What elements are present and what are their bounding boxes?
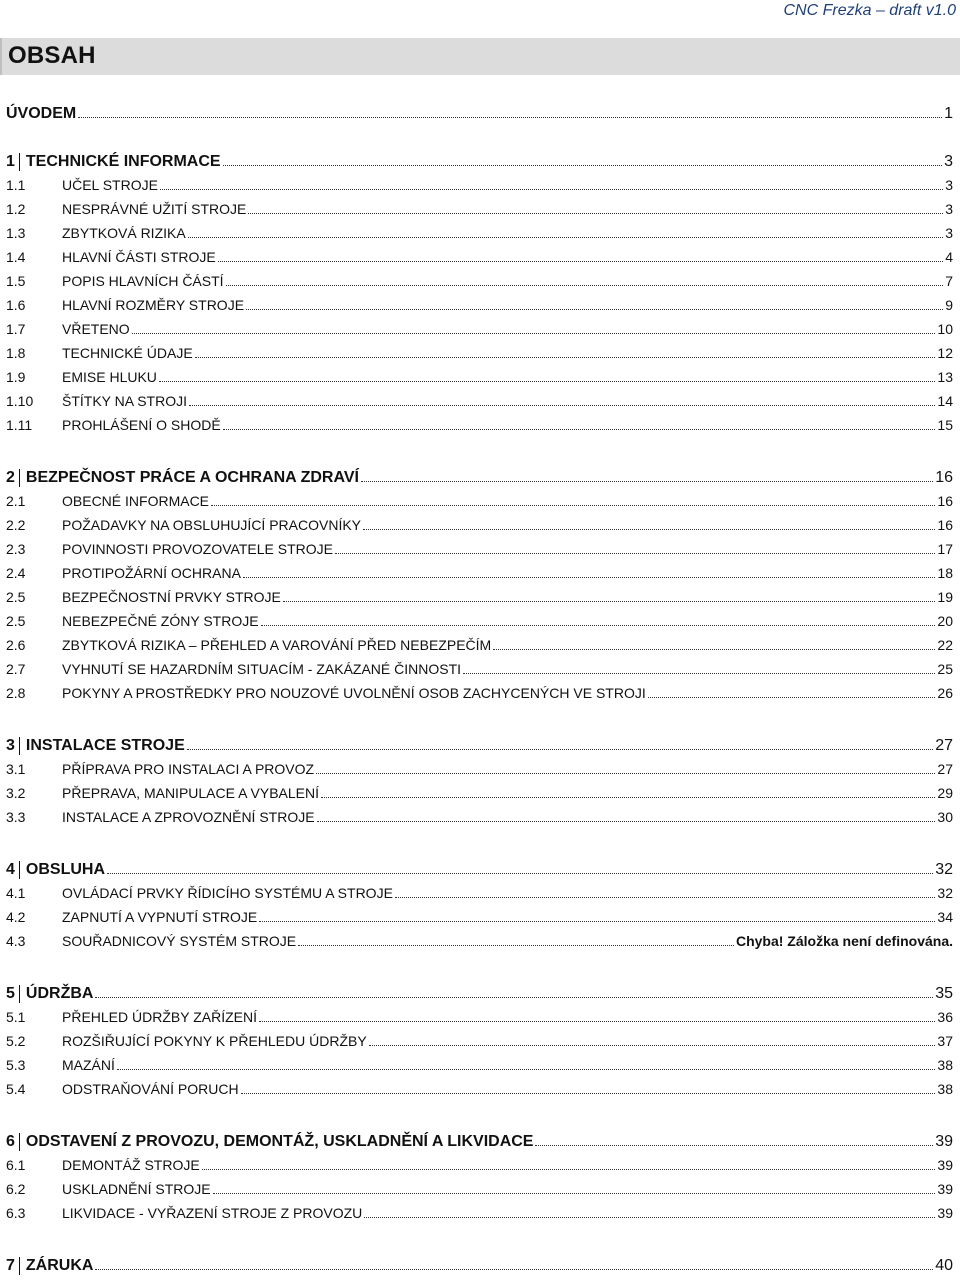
toc-subsection-row[interactable] [6,201,953,225]
toc-subsection-row[interactable] [6,589,953,613]
toc-entry-number: 2.8 [6,685,26,701]
dot-leader [317,810,936,822]
dot-leader [202,1158,936,1170]
toc-subsection-row[interactable] [6,345,953,369]
toc-entry-number: 5.3 [6,1057,26,1073]
toc-entry-page: Chyba! Záložka není definována. [735,933,953,949]
toc-subsection-row[interactable] [6,1081,953,1105]
dot-leader [243,566,936,578]
toc-entry-page: 39 [937,1205,953,1221]
toc-entry-page: 9 [945,297,953,313]
toc-entry-label: PROHLÁŠENÍ O SHODĚ [62,417,221,433]
toc-entry-label: ZBYTKOVÁ RIZIKA – PŘEHLED A VAROVÁNÍ PŘED NEBEZPEČÍM [62,637,492,653]
toc-entry-number: 1.10 [6,393,34,409]
dot-leader [361,468,933,482]
toc-entry-page: 39 [935,1132,953,1150]
toc-entry-page: 30 [937,809,953,825]
toc-entry-label: POPIS HLAVNÍCH ČÁSTÍ [62,273,224,289]
dot-leader [261,614,936,626]
toc-entry-label: USKLADNĚNÍ STROJE [62,1181,211,1197]
toc-entry-page: 17 [937,541,953,557]
dot-leader [241,1082,936,1094]
toc-entry-number: 1.2 [6,201,26,217]
toc-entry-label: POŽADAVKY NA OBSLUHUJÍCÍ PRACOVNÍKY [62,517,362,533]
toc-entry-page: 39 [937,1181,953,1197]
toc-subsection-row[interactable] [6,493,953,517]
toc-section-row[interactable] [6,152,953,176]
toc-entry-label: INSTALACE STROJE [25,736,185,754]
toc-entry-page: 35 [935,984,953,1002]
toc-entry-page: 1 [944,104,953,122]
toc-entry-number: 7 [6,1257,20,1275]
toc-entry-label: INSTALACE A ZPROVOZNĚNÍ STROJE [62,809,315,825]
toc-entry-label: HLAVNÍ ROZMĚRY STROJE [62,297,245,313]
toc-entry-label: VYHNUTÍ SE HAZARDNÍM SITUACÍM - ZAKÁZANÉ ČINNOSTI [62,661,462,677]
toc-section-row[interactable] [6,736,953,760]
dot-leader [132,322,936,334]
toc-section-row[interactable] [6,984,953,1008]
toc-entry-label: LIKVIDACE - VYŘAZENÍ STROJE Z PROVOZU [62,1205,363,1221]
toc-entry-label: POKYNY A PROSTŘEDKY PRO NOUZOVÉ UVOLNĚNÍ OSOB ZACHYCENÝCH VE STROJI [62,685,646,701]
toc-entry-label: ŠTÍTKY NA STROJI [62,393,187,409]
dot-leader [78,104,942,118]
toc-subsection-row[interactable] [6,1181,953,1205]
dot-leader [298,934,734,946]
toc-subsection-row[interactable] [6,809,953,833]
toc-entry-page: 14 [937,393,953,409]
toc-entry-page: 40 [935,1256,953,1274]
toc-subsection-row[interactable] [6,393,953,417]
toc-title: OBSAH [8,42,96,69]
toc-entry-number: 5.2 [6,1033,26,1049]
dot-leader [213,1182,936,1194]
toc-entry-label: TECHNICKÉ INFORMACE [25,152,221,170]
toc-entry-label: VŘETENO [62,321,130,337]
toc-entry-page: 20 [937,613,953,629]
dot-leader [335,542,935,554]
toc-subsection-row[interactable] [6,1033,953,1057]
toc-entry-number: 4.2 [6,909,26,925]
dot-leader [395,886,936,898]
toc-entry-page: 3 [945,177,953,193]
toc-entry-page: 3 [945,201,953,217]
toc-entry-page: 3 [944,152,953,170]
toc-subsection-row[interactable] [6,417,953,441]
toc-subsection-row[interactable] [6,785,953,809]
toc-entry-number: 5.1 [6,1009,26,1025]
dot-leader [160,178,943,190]
toc-entry-number: 4.1 [6,885,26,901]
toc-entry-label: OVLÁDACÍ PRVKY ŘÍDICÍHO SYSTÉMU A STROJE [62,885,393,901]
toc-subsection-row[interactable] [6,909,953,933]
toc-entry-page: 36 [937,1009,953,1025]
toc-entry-label: OBSLUHA [25,860,106,878]
toc-entry-label: TECHNICKÉ ÚDAJE [62,345,193,361]
toc-subsection-row[interactable] [6,541,953,565]
toc-entry-label: NEBEZPEČNÉ ZÓNY STROJE [62,613,259,629]
toc-entry-number: 2.5 [6,613,26,629]
toc-subsection-row[interactable] [6,565,953,589]
toc-section-row[interactable] [6,860,953,884]
toc-entry-label: ODSTAVENÍ Z PROVOZU, DEMONTÁŽ, USKLADNĚNÍ A LIKVIDACE [25,1132,534,1150]
toc-subsection-row[interactable] [6,321,953,345]
toc-subsection-row[interactable] [6,933,953,957]
toc-entry-page: 4 [945,249,953,265]
toc-entry-number: 4.3 [6,933,26,949]
toc-entry-number: 1.4 [6,249,26,265]
toc-entry-page: 19 [937,589,953,605]
toc-entry-page: 10 [937,321,953,337]
toc-entry-label: POVINNOSTI PROVOZOVATELE STROJE [62,541,333,557]
toc-entry-number: 2.1 [6,493,26,509]
dot-leader [187,736,933,750]
toc-entry-number: 1.7 [6,321,26,337]
dot-leader [283,590,936,602]
toc-subsection-row[interactable] [6,637,953,661]
dot-leader [321,786,935,798]
toc-entry-label: MAZÁNÍ [62,1057,115,1073]
toc-entry-page: 37 [937,1033,953,1049]
toc-entry-page: 39 [937,1157,953,1173]
toc-subsection-row[interactable] [6,885,953,909]
toc-entry-number: 2.3 [6,541,26,557]
dot-leader [226,274,944,286]
toc-subsection-row[interactable] [6,297,953,321]
toc-entry-label: DEMONTÁŽ STROJE [62,1157,200,1173]
dot-leader [223,152,943,166]
dot-leader [316,762,935,774]
toc-entry-intro[interactable] [6,104,953,128]
toc-entry-label: ÚDRŽBA [25,984,94,1002]
dot-leader [107,860,933,874]
toc-entry-label: NESPRÁVNÉ UŽITÍ STROJE [62,201,247,217]
toc-entry-number: 3.1 [6,761,26,777]
toc-entry-number: 1.3 [6,225,26,241]
toc-entry-number: 6.1 [6,1157,26,1173]
toc-entry-number: 3.2 [6,785,26,801]
dot-leader [195,346,936,358]
toc-entry-page: 16 [935,468,953,486]
toc-entry-page: 3 [945,225,953,241]
toc-entry-label: ODSTRAŇOVÁNÍ PORUCH [62,1081,239,1097]
toc-entry-number: 2.5 [6,589,26,605]
toc-entry-number: 1.5 [6,273,26,289]
toc-entry-number: 1.6 [6,297,26,313]
dot-leader [648,686,936,698]
toc-entry-number: 2.4 [6,565,26,581]
toc-subsection-row[interactable] [6,225,953,249]
dot-leader [211,494,935,506]
toc-entry-page: 18 [937,565,953,581]
toc-entry-label: ZBYTKOVÁ RIZIKA [62,225,186,241]
toc-entry-page: 26 [937,685,953,701]
dot-leader [364,1206,935,1218]
toc-entry-number: 6.2 [6,1181,26,1197]
toc-entry-number: 1.8 [6,345,26,361]
toc-entry-number: 4 [6,861,20,879]
toc-subsection-row[interactable] [6,761,953,785]
dot-leader [223,418,936,430]
document-header: CNC Frezka – draft v1.0 [783,2,956,19]
dot-leader [117,1058,936,1070]
toc-entry-number: 3 [6,737,20,755]
toc-entry-page: 16 [937,493,953,509]
toc-entry-number: 1 [6,153,20,171]
toc-entry-page: 12 [937,345,953,361]
dot-leader [95,984,933,998]
toc-entry-number: 2.2 [6,517,26,533]
toc-entry-label: PROTIPOŽÁRNÍ OCHRANA [62,565,241,581]
toc-entry-number: 6 [6,1133,20,1151]
toc-title-band [0,38,960,75]
toc-subsection-row[interactable] [6,273,953,297]
dot-leader [95,1256,933,1270]
toc-entry-page: 34 [937,909,953,925]
toc-entry-page: 7 [945,273,953,289]
toc-entry-number: 2 [6,469,20,487]
toc-entry-page: 32 [937,885,953,901]
dot-leader [535,1132,933,1146]
dot-leader [248,202,943,214]
toc-entry-number: 1.11 [6,417,33,433]
toc-subsection-row[interactable] [6,613,953,637]
toc-subsection-row[interactable] [6,177,953,201]
dot-leader [159,370,936,382]
toc-entry-label: BEZPEČNOST PRÁCE A OCHRANA ZDRAVÍ [25,468,359,486]
dot-leader [363,518,935,530]
dot-leader [246,298,943,310]
toc-entry-label: SOUŘADNICOVÝ SYSTÉM STROJE [62,933,297,949]
toc-entry-page: 32 [935,860,953,878]
toc-entry-page: 15 [937,417,953,433]
toc-entry-label: PŘEPRAVA, MANIPULACE A VYBALENÍ [62,785,320,801]
toc-subsection-row[interactable] [6,1057,953,1081]
toc-subsection-row[interactable] [6,685,953,709]
toc-section-row[interactable] [6,468,953,492]
dot-leader [493,638,935,650]
toc-subsection-row[interactable] [6,1009,953,1033]
toc-entry-label: UČEL STROJE [62,177,158,193]
dot-leader [218,250,943,262]
toc-entry-number: 5 [6,985,20,1003]
toc-entry-number: 1.9 [6,369,26,385]
toc-entry-label: ROZŠIŘUJÍCÍ POKYNY K PŘEHLEDU ÚDRŽBY [62,1033,367,1049]
toc-entry-label: ZÁRUKA [25,1256,94,1274]
toc-entry-label: ZAPNUTÍ A VYPNUTÍ STROJE [62,909,258,925]
toc-entry-label: ÚVODEM [6,104,77,122]
toc-entry-number: 5.4 [6,1081,26,1097]
toc-section-row[interactable] [6,1132,953,1156]
toc-entry-page: 13 [937,369,953,385]
toc-entry-label: EMISE HLUKU [62,369,157,385]
dot-leader [189,394,935,406]
toc-subsection-row[interactable] [6,369,953,393]
toc-entry-page: 25 [937,661,953,677]
toc-entry-page: 29 [937,785,953,801]
toc-entry-label: PŘÍPRAVA PRO INSTALACI A PROVOZ [62,761,315,777]
toc-entry-page: 27 [935,736,953,754]
toc-entry-label: BEZPEČNOSTNÍ PRVKY STROJE [62,589,281,605]
toc-entry-label: OBECNÉ INFORMACE [62,493,210,509]
toc-entry-number: 3.3 [6,809,26,825]
dot-leader [369,1034,936,1046]
toc-entry-number: 1.1 [6,177,26,193]
dot-leader [463,662,935,674]
toc-entry-number: 2.7 [6,661,26,677]
toc-entry-page: 38 [937,1057,953,1073]
toc-subsection-row[interactable] [6,1157,953,1181]
toc-entry-page: 16 [937,517,953,533]
toc-entry-page: 38 [937,1081,953,1097]
toc-entry-label: PŘEHLED ÚDRŽBY ZAŘÍZENÍ [62,1009,257,1025]
dot-leader [259,1010,935,1022]
toc-entry-page: 22 [937,637,953,653]
toc-section-row[interactable] [6,1256,953,1280]
toc-entry-page: 27 [937,761,953,777]
dot-leader [188,226,944,238]
toc-entry-number: 2.6 [6,637,26,653]
toc-entry-label: HLAVNÍ ČÁSTI STROJE [62,249,216,265]
toc-entry-number: 6.3 [6,1205,26,1221]
toc-subsection-row[interactable] [6,517,953,541]
dot-leader [259,910,935,922]
toc-subsection-row[interactable] [6,249,953,273]
toc-subsection-row[interactable] [6,661,953,685]
toc-subsection-row[interactable] [6,1205,953,1229]
